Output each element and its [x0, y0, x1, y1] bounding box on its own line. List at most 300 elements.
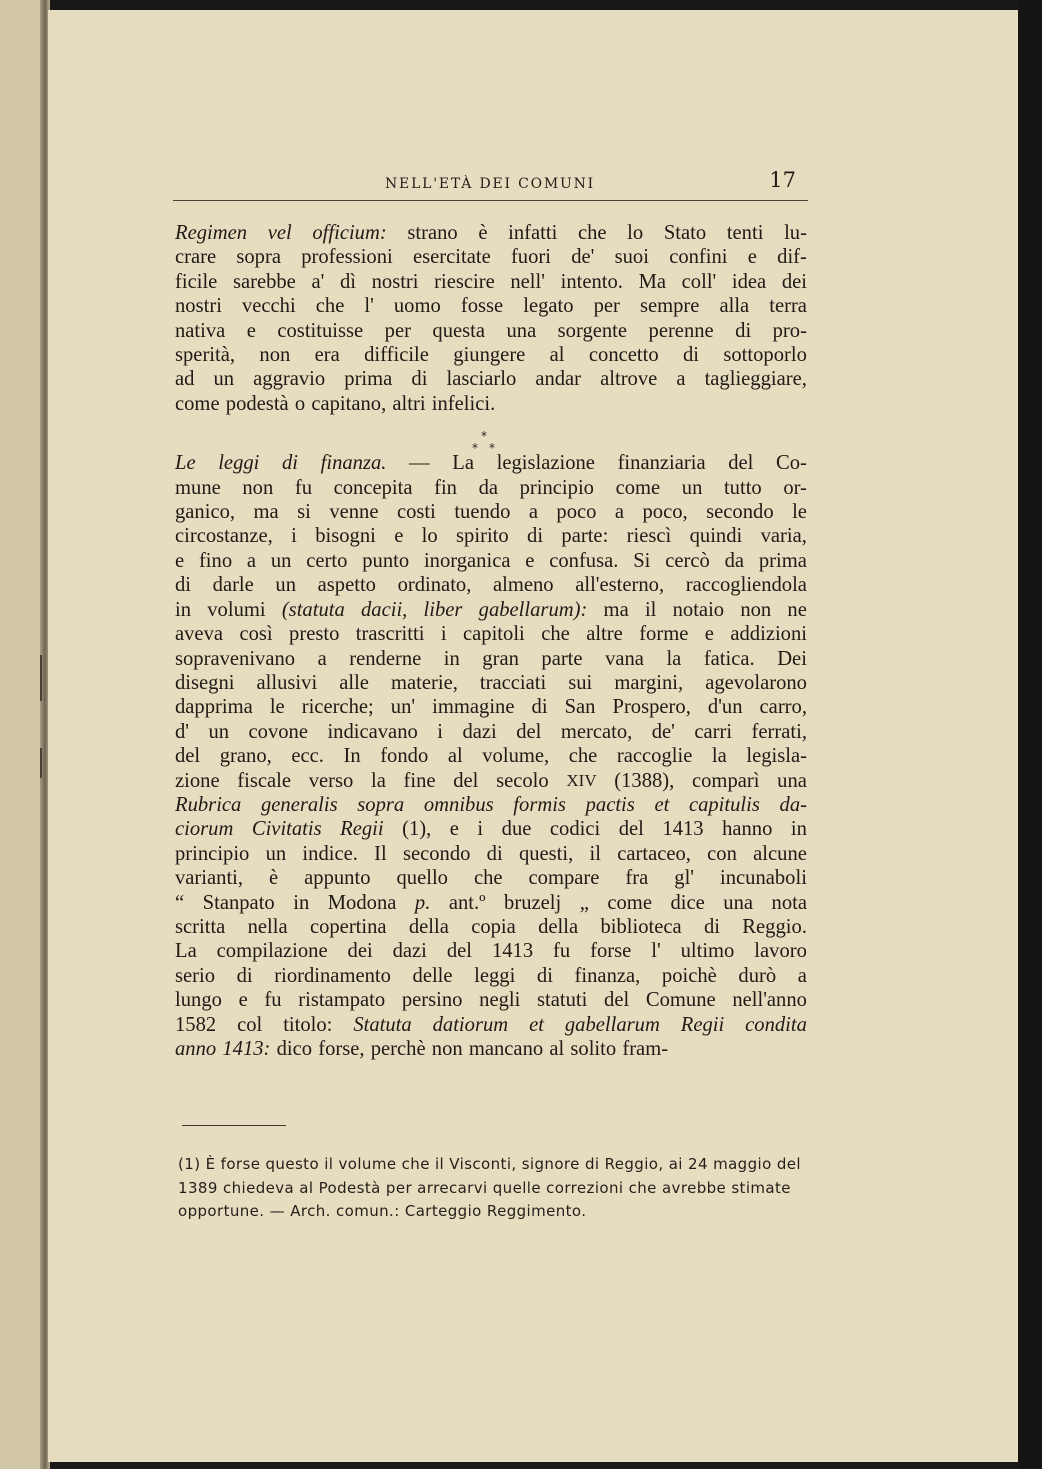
word: Stato	[663, 222, 707, 244]
word: fiscale	[237, 769, 292, 792]
word: dei	[781, 270, 807, 293]
word: certo	[306, 549, 348, 572]
word: di	[486, 842, 503, 865]
word: titolo:	[283, 1013, 333, 1036]
word: indice.	[302, 842, 358, 865]
word: un	[208, 720, 230, 743]
word: riescire	[434, 270, 495, 293]
word: vel	[267, 222, 292, 244]
word: ferrati,	[751, 720, 807, 743]
word: di	[703, 915, 720, 938]
word: principio	[519, 476, 594, 499]
word: bruzelj	[504, 891, 562, 914]
word: anno	[175, 1038, 217, 1060]
word: officium:	[312, 222, 387, 244]
text-line	[175, 939, 807, 963]
word: una	[506, 319, 537, 342]
word: alle	[339, 671, 369, 694]
word: i	[437, 720, 443, 743]
word: del	[728, 452, 754, 475]
word: delle	[412, 964, 453, 987]
word: prima	[344, 368, 393, 391]
text-line	[175, 866, 807, 890]
word: gabellarum):	[478, 598, 588, 621]
word: Rubrica	[175, 793, 242, 816]
word: Stanpato	[202, 891, 275, 914]
word: podestà	[225, 392, 289, 415]
word: statuti	[537, 989, 588, 1012]
word: di	[282, 452, 299, 475]
word: del	[453, 769, 479, 792]
word: della	[408, 915, 449, 938]
word: la	[711, 745, 727, 768]
word: ma	[603, 598, 629, 621]
word: quello	[396, 867, 448, 890]
word: questa	[432, 319, 486, 342]
word: sottoporlo	[723, 344, 807, 367]
text-line	[175, 1013, 807, 1037]
word: di	[735, 319, 752, 342]
word: p.	[414, 891, 431, 914]
word: i	[440, 623, 447, 646]
word: notaio	[672, 598, 725, 621]
word: serio	[175, 964, 216, 987]
word: volumi	[207, 598, 266, 621]
word: da	[724, 549, 745, 572]
word: dì	[339, 270, 356, 293]
word: poco,	[642, 501, 688, 524]
word: nota	[771, 891, 807, 914]
word: sui	[568, 671, 593, 694]
word: fu	[294, 476, 312, 499]
word: volume,	[482, 745, 550, 768]
word: aggravio	[253, 368, 326, 391]
word: Modona	[327, 891, 397, 914]
footnote-rule	[182, 1125, 286, 1126]
word: che	[541, 623, 570, 646]
word: al	[549, 344, 565, 367]
asterism-star: *	[481, 429, 487, 444]
word: parte:	[561, 525, 609, 548]
word: finanziaria	[617, 452, 706, 475]
asterism-star: *	[472, 441, 478, 456]
word: raccoglie	[616, 745, 693, 768]
word: e	[525, 549, 535, 572]
word: dazi	[462, 720, 497, 743]
text-line	[175, 392, 807, 416]
word: e	[747, 246, 757, 269]
word: In	[343, 745, 361, 768]
word: del	[446, 940, 473, 963]
word: compilazione	[216, 940, 328, 963]
word: aveva	[175, 623, 224, 646]
word: dacii,	[360, 598, 408, 621]
word: formis	[513, 793, 566, 816]
text-line	[175, 245, 807, 269]
word: Regimen	[175, 222, 248, 244]
footnote: (1) È forse questo il volume che il Visconti, signore di Reggio, ai 24 maggio del 1389 chiedeva al Podestà per arrecarvi quelle correzioni che avrebbe stimate opportune. — Arch. comun.: Carteggio Reggimento.	[178, 1155, 801, 1221]
word: secondo	[706, 501, 774, 524]
word: fu	[553, 940, 571, 963]
word: indicavano	[327, 720, 418, 743]
word: disegni	[175, 671, 235, 694]
word: fine	[403, 769, 436, 792]
word: ordinato,	[397, 574, 472, 597]
word: si	[297, 501, 311, 524]
word: Le	[175, 452, 196, 475]
word: fatica.	[703, 647, 755, 670]
word: di	[236, 964, 253, 987]
paragraph-leggi-di-finanza	[175, 451, 807, 1061]
word: un	[213, 368, 235, 391]
word: gl'	[674, 867, 694, 890]
word: cercò	[665, 549, 710, 572]
word: altri	[392, 392, 426, 415]
word: un	[265, 842, 287, 865]
text-line	[175, 915, 807, 939]
word: ganico,	[175, 501, 236, 524]
word: margini,	[614, 671, 684, 694]
word: la	[370, 769, 386, 792]
word: de'	[651, 720, 675, 743]
word: professioni	[301, 246, 393, 269]
word: fuori	[510, 246, 551, 269]
dark-background-edge	[1018, 0, 1042, 1469]
word: hanno	[722, 818, 773, 841]
word: Ma	[638, 270, 667, 293]
word: è	[269, 867, 279, 890]
word: fram-	[622, 1038, 669, 1060]
word: a	[797, 964, 807, 987]
word: tenti	[726, 222, 764, 244]
word: scritta	[175, 915, 226, 938]
word: nativa	[175, 319, 226, 342]
word: Co-	[776, 452, 807, 475]
word: ristampato	[298, 989, 386, 1012]
text-line	[175, 671, 807, 695]
word: in	[443, 647, 460, 670]
word: circostanze,	[175, 525, 273, 548]
word: del	[516, 720, 542, 743]
word: a	[676, 368, 686, 391]
word: XIV	[566, 770, 597, 790]
word: gran	[482, 647, 519, 670]
word: Regii	[340, 818, 384, 841]
word: grano,	[219, 745, 272, 768]
word: crare	[175, 246, 217, 269]
word: fosse	[460, 295, 504, 318]
word: raccogliendola	[685, 574, 807, 597]
section-asterism	[175, 417, 807, 456]
word: non	[431, 1038, 463, 1060]
word: 1413	[491, 940, 534, 963]
text-line	[175, 988, 807, 1012]
word: finanza,	[574, 964, 641, 987]
text-line	[175, 622, 807, 646]
word: ricerche;	[301, 696, 374, 719]
word: solito	[570, 1038, 617, 1060]
word: nostri	[175, 295, 222, 318]
word: che	[568, 745, 598, 768]
word: mune	[175, 476, 221, 499]
word: infatti	[508, 222, 558, 244]
word: renderne	[349, 647, 422, 670]
word: datiorum	[432, 1013, 509, 1036]
word: aspetto	[317, 574, 376, 597]
word: mercato,	[560, 720, 633, 743]
word: zione	[175, 769, 220, 792]
word: parte	[541, 647, 583, 670]
word: capitoli	[463, 623, 525, 646]
text-line	[175, 769, 807, 793]
word: La	[452, 452, 474, 475]
word: poichè	[661, 964, 717, 987]
word: a'	[311, 270, 325, 293]
word: come	[607, 891, 652, 914]
word: sopra	[236, 246, 281, 269]
text-line	[175, 695, 807, 719]
margin-mark	[40, 748, 42, 778]
word: covone	[248, 720, 308, 743]
word: di	[527, 525, 544, 548]
text-line	[175, 964, 807, 988]
word: le	[269, 696, 285, 719]
word: secondo	[402, 842, 471, 865]
word: allusivi	[256, 671, 318, 694]
word: 1413:	[222, 1038, 271, 1060]
text-line	[175, 270, 807, 294]
word: secolo	[496, 769, 549, 792]
text-line	[175, 891, 807, 915]
word: lo	[627, 222, 644, 244]
word: comparì	[692, 769, 760, 792]
word: col	[237, 1013, 263, 1036]
word: l'	[364, 295, 374, 318]
word: finanza.	[320, 452, 387, 475]
word: lasciarlo	[446, 368, 517, 391]
word: de'	[571, 246, 595, 269]
word: legisla-	[746, 745, 807, 768]
word: capitulis	[688, 793, 760, 816]
word: varia,	[760, 525, 807, 548]
word: 1413	[662, 818, 704, 841]
word: principio	[175, 842, 250, 865]
word: fra	[625, 867, 649, 890]
word: concepita	[333, 476, 413, 499]
word: Prospero,	[612, 696, 691, 719]
word: per	[384, 319, 411, 342]
margin-mark	[40, 655, 42, 701]
word: del	[618, 818, 644, 841]
word: i	[477, 818, 484, 841]
word: sorgente	[557, 319, 628, 342]
word: gabellarum	[564, 1013, 660, 1036]
word: et	[654, 793, 670, 816]
word: nell'anno	[732, 989, 807, 1012]
word: ultimo	[680, 940, 735, 963]
text-line	[175, 319, 807, 343]
word: carro,	[759, 696, 807, 719]
word: o	[294, 392, 306, 415]
word: leggi	[474, 964, 516, 987]
body-text	[175, 221, 807, 1061]
word: capitano,	[311, 392, 387, 415]
word: ma	[253, 501, 279, 524]
text-line	[175, 744, 807, 768]
word: l'	[651, 940, 661, 963]
text-line	[175, 367, 807, 391]
word: biblioteca	[600, 915, 682, 938]
word: con	[707, 842, 737, 865]
word: liber	[423, 598, 463, 621]
word: sperità,	[175, 344, 236, 367]
word: a	[246, 549, 257, 572]
word: ne	[787, 598, 807, 621]
text-line	[175, 1037, 807, 1061]
word: idea	[731, 270, 767, 293]
word: dazi	[392, 940, 427, 963]
word: difficile	[364, 344, 429, 367]
word: —	[409, 452, 430, 475]
word: Civitatis	[251, 818, 322, 841]
word: lungo	[175, 989, 222, 1012]
word: un'	[390, 696, 416, 719]
word: dei	[347, 940, 373, 963]
word: un	[681, 476, 703, 499]
word: come	[175, 392, 220, 415]
word: ciorum	[175, 818, 234, 841]
word: in	[293, 891, 310, 914]
word: Il	[374, 842, 387, 865]
word: non	[242, 476, 274, 499]
word: “	[175, 891, 185, 914]
word: legislazione	[496, 452, 595, 475]
running-title: NELL'ETÀ DEI COMUNI	[385, 176, 595, 192]
word: Statuta	[353, 1013, 412, 1036]
word: 1582	[175, 1013, 217, 1036]
word: il	[644, 598, 657, 621]
word: alla	[719, 295, 750, 318]
word: esercitate	[412, 246, 491, 269]
word: non	[740, 598, 772, 621]
word: così	[239, 623, 273, 646]
word: a	[528, 501, 538, 524]
word: da	[478, 476, 499, 499]
word: che	[473, 867, 503, 890]
word: da-	[779, 793, 807, 816]
word: terra	[769, 295, 807, 318]
text-line	[175, 817, 807, 841]
word: (1388),	[614, 769, 675, 792]
word: leggi	[218, 452, 260, 475]
word: forse,	[318, 1038, 365, 1060]
word: perenne	[648, 319, 714, 342]
word: questi,	[518, 842, 574, 865]
word: trascritti	[355, 623, 425, 646]
word: confusa.	[549, 549, 619, 572]
word: strano	[407, 222, 458, 244]
word: taglieggiare,	[704, 368, 807, 391]
word: due	[501, 818, 532, 841]
word: giungere	[453, 344, 526, 367]
text-line	[175, 793, 807, 817]
word: copia	[471, 915, 516, 938]
word: vecchi	[241, 295, 296, 318]
word: darle	[212, 574, 254, 597]
word: come	[615, 476, 661, 499]
word: nell'	[510, 270, 545, 293]
word: Regii	[680, 1013, 725, 1036]
word: per	[593, 295, 620, 318]
word: compare	[528, 867, 600, 890]
word: (1),	[402, 818, 432, 841]
word: e	[175, 549, 185, 572]
word: sopra	[357, 793, 405, 816]
text-line	[175, 598, 807, 622]
word: spirito	[456, 525, 509, 548]
word: all'esterno,	[575, 574, 665, 597]
asterism-star: *	[489, 441, 495, 456]
word: carri	[694, 720, 733, 743]
word: durò	[738, 964, 777, 987]
word: San	[564, 696, 596, 719]
word: costituisse	[277, 319, 364, 342]
word: generalis	[261, 793, 338, 816]
text-line	[175, 524, 807, 548]
word: (statuta	[281, 598, 345, 621]
word: fondo	[380, 745, 429, 768]
word: di	[683, 344, 700, 367]
word: e	[246, 319, 256, 342]
word: dif-	[777, 246, 807, 269]
word: presto	[289, 623, 340, 646]
word: ficile	[175, 270, 218, 293]
word: pro-	[772, 319, 807, 342]
word: a	[317, 647, 327, 670]
word: d'	[175, 720, 190, 743]
word: cartaceo,	[617, 842, 691, 865]
word: immagine	[432, 696, 515, 719]
word: sopravenivano	[175, 647, 296, 670]
word: riescì	[626, 525, 672, 548]
word: d'un	[707, 696, 743, 719]
word: varianti,	[175, 867, 244, 890]
word: quindi	[689, 525, 743, 548]
word: tutto	[723, 476, 762, 499]
word: Comune	[645, 989, 716, 1012]
word: costi	[396, 501, 436, 524]
word: una	[723, 891, 754, 914]
word: perchè	[370, 1038, 426, 1060]
word: sempre	[639, 295, 700, 318]
word: ant.º	[448, 891, 486, 914]
word: è	[478, 222, 488, 244]
word: „	[579, 891, 589, 914]
text-line	[175, 647, 807, 671]
word: inorganica	[423, 549, 511, 572]
word: non	[259, 344, 291, 367]
word: al	[549, 1038, 565, 1060]
word: Si	[633, 549, 651, 572]
word: verso	[308, 769, 354, 792]
word: omnibus	[423, 793, 494, 816]
word: incunaboli	[719, 867, 807, 890]
word: lu-	[784, 222, 807, 244]
word: nostri	[371, 270, 419, 293]
page-number: 17	[769, 168, 796, 192]
text-line	[175, 294, 807, 318]
word: coll'	[681, 270, 717, 293]
